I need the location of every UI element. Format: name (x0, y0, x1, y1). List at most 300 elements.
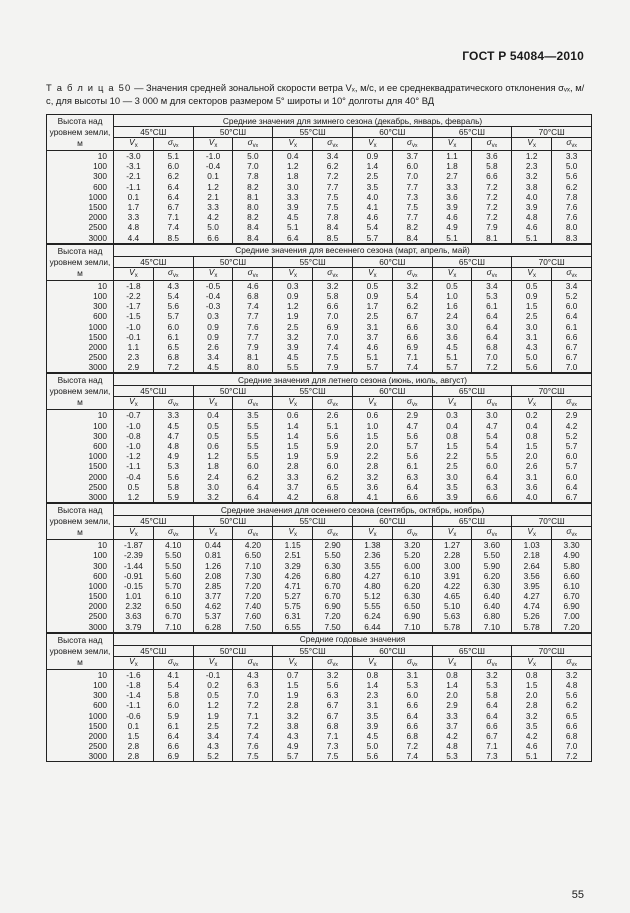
table-row (47, 472, 592, 482)
speed-subscript: x (453, 402, 457, 409)
speed-column-header (114, 527, 154, 540)
table-row (47, 731, 592, 741)
deviation-cell: 7.1 (233, 711, 273, 721)
deviation-cell: 5.6 (392, 451, 432, 461)
speed-cell: 4.74 (512, 601, 552, 611)
deviation-cell: 4.8 (153, 441, 193, 451)
speed-cell: 5.1 (512, 233, 552, 244)
speed-cell: 1.2 (273, 161, 313, 171)
sigma-subscript: v (411, 661, 415, 668)
speed-cell: 4.2 (432, 731, 472, 741)
speed-symbol: V (288, 137, 294, 147)
speed-cell: -1.0 (114, 321, 154, 331)
speed-cell: -2.1 (114, 171, 154, 181)
height-cell: 300 (47, 431, 114, 441)
sigma-subscript: v (173, 143, 176, 149)
deviation-cell: 5.2 (552, 431, 592, 441)
speed-cell: 0.8 (512, 431, 552, 441)
sigma-subsubscript: x (255, 661, 259, 668)
deviation-cell: 6.0 (233, 461, 273, 471)
latitude-header: 45°СШ (114, 516, 194, 527)
speed-cell: 2.8 (273, 461, 313, 471)
speed-cell: 0.3 (432, 410, 472, 421)
deviation-cell: 7.2 (313, 171, 353, 181)
speed-cell: 5.4 (352, 222, 392, 232)
height-cell: 3000 (47, 622, 114, 633)
deviation-cell: 8.0 (552, 222, 592, 232)
deviation-cell: 8.2 (233, 212, 273, 222)
speed-cell: -0.4 (193, 161, 233, 171)
deviation-cell: 5.50 (153, 550, 193, 560)
latitude-header: 55°СШ (273, 516, 353, 527)
speed-symbol: V (368, 266, 374, 277)
deviation-cell: 7.2 (233, 700, 273, 710)
deviation-cell: 6.10 (552, 581, 592, 591)
sigma-subscript: v (411, 143, 415, 149)
sigma-subsubscript: x (494, 532, 498, 539)
deviation-cell: 4.3 (153, 280, 193, 291)
height-cell: 10 (47, 151, 114, 162)
deviation-cell: 7.00 (552, 611, 592, 621)
speed-cell: 1.9 (193, 711, 233, 721)
deviation-cell: 7.2 (472, 362, 512, 373)
speed-column-header (432, 397, 472, 410)
deviation-cell: 8.1 (472, 233, 512, 244)
speed-subscript: x (134, 402, 138, 409)
height-cell: 300 (47, 690, 114, 700)
speed-cell: 4.4 (114, 233, 154, 244)
speed-cell: -1.1 (114, 182, 154, 192)
height-cell: 2500 (47, 352, 114, 362)
deviation-cell: 6.9 (153, 751, 193, 762)
table-row (47, 680, 592, 690)
speed-symbol: V (527, 396, 533, 407)
speed-cell: 3.3 (114, 212, 154, 222)
height-cell: 1000 (47, 451, 114, 461)
height-column-header: Высота над уровнем земли, м (47, 504, 114, 540)
deviation-cell: 6.2 (552, 182, 592, 192)
deviation-cell: 5.5 (233, 431, 273, 441)
deviation-cell: 5.70 (153, 581, 193, 591)
sigma-subsubscript: x (335, 143, 338, 149)
deviation-cell: 5.7 (552, 461, 592, 471)
deviation-cell: 8.5 (313, 233, 353, 244)
speed-cell: 3.6 (512, 482, 552, 492)
table-row (47, 711, 592, 721)
speed-cell: 3.56 (512, 571, 552, 581)
sigma-subsubscript: x (335, 661, 338, 668)
speed-cell: 1.0 (352, 421, 392, 431)
sigma-symbol: σ (486, 396, 492, 407)
speed-cell: 3.0 (512, 321, 552, 331)
deviation-cell: 6.6 (552, 332, 592, 342)
deviation-cell: 6.4 (233, 492, 273, 503)
speed-cell: 0.9 (273, 291, 313, 301)
speed-cell: 4.9 (273, 741, 313, 751)
speed-subscript: x (453, 532, 457, 539)
deviation-cell: 5.5 (233, 441, 273, 451)
speed-subscript: x (294, 661, 297, 668)
speed-cell: -0.15 (114, 581, 154, 591)
deviation-cell: 7.1 (313, 731, 353, 741)
speed-cell: 3.4 (193, 352, 233, 362)
speed-cell: 6.4 (273, 233, 313, 244)
speed-cell: 3.3 (432, 711, 472, 721)
speed-cell: -0.3 (193, 301, 233, 311)
speed-column-header (352, 527, 392, 540)
table-row (47, 321, 592, 331)
speed-cell: 5.63 (432, 611, 472, 621)
latitude-header: 50°СШ (193, 127, 273, 138)
deviation-cell: 6.4 (153, 731, 193, 741)
table-row (47, 690, 592, 700)
deviation-cell: 5.50 (313, 550, 353, 560)
deviation-cell: 5.50 (472, 550, 512, 560)
deviation-cell: 6.2 (233, 472, 273, 482)
deviation-column-header (153, 527, 193, 540)
height-cell: 600 (47, 571, 114, 581)
deviation-cell: 7.7 (313, 182, 353, 192)
deviation-cell: 6.40 (472, 591, 512, 601)
deviation-cell: 4.7 (392, 421, 432, 431)
speed-cell: 1.5 (512, 301, 552, 311)
deviation-cell: 7.7 (392, 212, 432, 222)
speed-cell: 3.9 (273, 202, 313, 212)
latitude-header: 55°СШ (273, 127, 353, 138)
deviation-cell: 5.5 (472, 451, 512, 461)
height-cell: 2000 (47, 212, 114, 222)
deviation-cell: 7.50 (233, 622, 273, 633)
deviation-cell: 5.9 (153, 492, 193, 503)
speed-cell: 5.75 (273, 601, 313, 611)
sigma-subscript: v (173, 272, 176, 279)
deviation-cell: 3.2 (472, 669, 512, 680)
speed-cell: 5.1 (273, 222, 313, 232)
deviation-column-header (313, 267, 353, 280)
table-row (47, 751, 592, 762)
deviation-cell: 7.10 (472, 622, 512, 633)
speed-column-header (273, 527, 313, 540)
speed-symbol: V (527, 526, 533, 537)
speed-symbol: V (288, 655, 294, 666)
deviation-cell: 6.6 (153, 741, 193, 751)
height-cell: 10 (47, 540, 114, 551)
table-row (47, 461, 592, 471)
speed-cell: 0.44 (193, 540, 233, 551)
deviation-cell: 4.1 (153, 669, 193, 680)
height-column-header: Высота над уровнем земли, м (47, 374, 114, 410)
speed-cell: 5.78 (432, 622, 472, 633)
deviation-cell: 3.1 (392, 669, 432, 680)
sigma-subsubscript: x (255, 532, 259, 539)
deviation-cell: 5.7 (153, 311, 193, 321)
sigma-symbol: σ (406, 396, 412, 407)
speed-cell: 2.8 (114, 741, 154, 751)
speed-cell: 0.5 (193, 431, 233, 441)
height-cell: 100 (47, 680, 114, 690)
speed-cell: 3.9 (512, 202, 552, 212)
speed-cell: 1.9 (273, 690, 313, 700)
speed-cell: 1.9 (273, 311, 313, 321)
deviation-cell: 7.10 (233, 560, 273, 570)
table-row (47, 700, 592, 710)
speed-column-header (352, 656, 392, 669)
speed-cell: 3.6 (432, 332, 472, 342)
speed-cell: 4.62 (193, 601, 233, 611)
height-cell: 1500 (47, 591, 114, 601)
speed-column-header (193, 267, 233, 280)
speed-cell: 0.8 (432, 669, 472, 680)
sigma-symbol: σ (486, 655, 492, 666)
speed-cell: 2.7 (432, 171, 472, 181)
speed-symbol: V (129, 396, 135, 407)
deviation-cell: 7.4 (233, 301, 273, 311)
speed-cell: 2.9 (432, 700, 472, 710)
deviation-cell: 6.6 (472, 492, 512, 503)
speed-cell: 2.64 (512, 560, 552, 570)
speed-cell: -0.8 (114, 431, 154, 441)
speed-cell: -1.1 (114, 700, 154, 710)
speed-cell: 1.4 (273, 421, 313, 431)
speed-cell: 0.4 (273, 151, 313, 162)
speed-cell: 0.4 (432, 421, 472, 431)
sigma-symbol: σ (406, 655, 412, 666)
deviation-cell: 6.2 (153, 171, 193, 181)
table-row (47, 332, 592, 342)
deviation-cell: 3.3 (552, 151, 592, 162)
deviation-cell: 6.80 (472, 611, 512, 621)
deviation-cell: 6.7 (552, 352, 592, 362)
speed-cell: -2.2 (114, 291, 154, 301)
speed-cell: 4.27 (352, 571, 392, 581)
deviation-cell: 6.90 (313, 601, 353, 611)
speed-cell: -1.8 (114, 280, 154, 291)
speed-cell: -1.7 (114, 301, 154, 311)
speed-cell: 6.6 (193, 233, 233, 244)
deviation-column-header (552, 397, 592, 410)
speed-cell: -1.4 (114, 690, 154, 700)
deviation-cell: 6.60 (552, 571, 592, 581)
sigma-subscript: v (252, 532, 256, 539)
table-row (47, 212, 592, 222)
deviation-cell: 6.8 (313, 492, 353, 503)
speed-cell: 1.2 (114, 492, 154, 503)
speed-cell: -0.7 (114, 410, 154, 421)
speed-symbol: V (447, 526, 454, 537)
sigma-symbol: σ (247, 266, 253, 277)
table-row (47, 410, 592, 421)
speed-symbol: V (368, 137, 374, 147)
sigma-subscript: v (411, 272, 415, 279)
season-title: Средние значения для зимнего сезона (декабрь, январь, февраль) (114, 115, 592, 127)
deviation-cell: 6.1 (552, 321, 592, 331)
sigma-subscript: v (491, 532, 495, 539)
speed-cell: 2.8 (114, 751, 154, 762)
table-row (47, 171, 592, 181)
deviation-cell: 4.5 (153, 421, 193, 431)
latitude-header: 55°СШ (273, 256, 353, 267)
speed-cell: 2.3 (114, 352, 154, 362)
speed-cell: 3.0 (193, 482, 233, 492)
speed-cell: 0.4 (193, 410, 233, 421)
speed-symbol: V (368, 526, 374, 537)
speed-cell: 4.6 (352, 342, 392, 352)
latitude-header: 60°СШ (352, 256, 432, 267)
deviation-cell: 7.2 (392, 741, 432, 751)
deviation-cell: 5.8 (153, 482, 193, 492)
sigma-subscript: v (491, 272, 495, 279)
speed-subscript: x (532, 661, 536, 668)
speed-cell: 2.5 (432, 461, 472, 471)
speed-column-header (193, 656, 233, 669)
speed-symbol: V (288, 526, 294, 537)
speed-cell: 3.2 (352, 472, 392, 482)
deviation-cell: 6.0 (153, 321, 193, 331)
deviation-cell: 5.3 (472, 680, 512, 690)
speed-cell: 3.00 (432, 560, 472, 570)
season-title: Средние значения для летнего сезона (июнь, июль, август) (114, 374, 592, 386)
deviation-cell: 7.50 (313, 622, 353, 633)
deviation-column-header (233, 527, 273, 540)
speed-cell: 0.5 (193, 421, 233, 431)
speed-cell: -0.1 (114, 332, 154, 342)
speed-cell: 2.6 (193, 342, 233, 352)
sigma-symbol: σ (486, 137, 492, 147)
deviation-cell: 5.20 (392, 550, 432, 560)
latitude-header: 65°СШ (432, 516, 512, 527)
speed-symbol: V (129, 266, 135, 277)
sigma-symbol: σ (327, 396, 333, 407)
deviation-cell: 6.1 (153, 721, 193, 731)
latitude-header: 60°СШ (352, 645, 432, 656)
deviation-cell: 6.4 (552, 482, 592, 492)
speed-cell: 3.6 (352, 482, 392, 492)
speed-column-header (114, 397, 154, 410)
speed-cell: 2.2 (432, 451, 472, 461)
speed-cell: 3.7 (432, 721, 472, 731)
height-cell: 100 (47, 291, 114, 301)
speed-column-header (273, 397, 313, 410)
speed-cell: 4.5 (273, 212, 313, 222)
speed-cell: 4.71 (273, 581, 313, 591)
speed-column-header (114, 267, 154, 280)
deviation-cell: 6.1 (153, 332, 193, 342)
sigma-subscript: v (411, 532, 415, 539)
height-cell: 2500 (47, 611, 114, 621)
deviation-cell: 7.2 (472, 192, 512, 202)
sigma-symbol: σ (167, 655, 173, 666)
deviation-cell: 3.2 (313, 669, 353, 680)
speed-cell: 3.1 (352, 321, 392, 331)
speed-cell: 5.55 (352, 601, 392, 611)
sigma-subscript: v (571, 402, 575, 409)
speed-cell: 3.5 (512, 721, 552, 731)
deviation-cell: 6.7 (472, 731, 512, 741)
table-caption-text: — Значения средней зональной скорости ветра Vₓ, м/с, и ее среднеквадратического отклонения σᵥₓ, м/с, для высоты 10 — 3 000 м для секторов размером 5° широты и 10° долготы для 40° ВД (46, 82, 585, 106)
speed-cell: 6.44 (352, 622, 392, 633)
speed-cell: 0.5 (114, 482, 154, 492)
deviation-cell: 6.8 (552, 731, 592, 741)
table-row (47, 560, 592, 570)
height-cell: 600 (47, 182, 114, 192)
deviation-cell: 4.6 (233, 280, 273, 291)
speed-cell: 2.1 (193, 192, 233, 202)
sigma-subsubscript: x (574, 661, 577, 668)
speed-cell: 3.8 (273, 721, 313, 731)
speed-subscript: x (214, 143, 218, 149)
deviation-cell: 7.8 (552, 192, 592, 202)
speed-cell: 2.51 (273, 550, 313, 560)
speed-subscript: x (134, 661, 138, 668)
speed-cell: 1.5 (114, 731, 154, 741)
deviation-cell: 5.4 (392, 291, 432, 301)
deviation-cell: 5.3 (392, 680, 432, 690)
speed-cell: -1.0 (114, 441, 154, 451)
speed-cell: 1.1 (114, 342, 154, 352)
speed-cell: 3.9 (432, 202, 472, 212)
sigma-subsubscript: x (574, 272, 577, 279)
sigma-subsubscript: x (574, 143, 577, 149)
sigma-subsubscript: x (255, 402, 259, 409)
height-cell: 600 (47, 441, 114, 451)
speed-cell: 2.8 (352, 461, 392, 471)
deviation-cell: 5.8 (313, 291, 353, 301)
speed-cell: 5.5 (273, 362, 313, 373)
deviation-cell: 6.2 (313, 472, 353, 482)
table-row (47, 581, 592, 591)
deviation-cell: 5.6 (153, 472, 193, 482)
speed-cell: -0.5 (193, 280, 233, 291)
speed-column-header (512, 267, 552, 280)
sigma-symbol: σ (566, 396, 572, 407)
table-row (47, 601, 592, 611)
table-row (47, 362, 592, 373)
speed-cell: 5.26 (512, 611, 552, 621)
deviation-cell: 7.10 (392, 622, 432, 633)
speed-symbol: V (527, 655, 533, 666)
speed-subscript: x (373, 402, 377, 409)
deviation-cell: 6.8 (233, 291, 273, 301)
speed-cell: 5.3 (432, 751, 472, 762)
deviation-cell: 7.0 (552, 362, 592, 373)
deviation-cell: 7.9 (313, 362, 353, 373)
speed-column-header (432, 267, 472, 280)
speed-cell: 1.38 (352, 540, 392, 551)
deviation-cell: 7.40 (233, 601, 273, 611)
deviation-cell: 6.10 (392, 571, 432, 581)
deviation-cell: 5.8 (153, 690, 193, 700)
deviation-column-header (313, 656, 353, 669)
speed-symbol: V (447, 137, 454, 147)
speed-cell: 2.18 (512, 550, 552, 560)
speed-cell: 4.6 (512, 222, 552, 232)
deviation-cell: 6.4 (472, 311, 512, 321)
deviation-cell: 7.20 (233, 581, 273, 591)
speed-cell: 4.6 (432, 212, 472, 222)
deviation-cell: 6.4 (472, 700, 512, 710)
speed-cell: -1.6 (114, 669, 154, 680)
table-row (47, 571, 592, 581)
speed-cell: 3.3 (432, 182, 472, 192)
deviation-cell: 3.6 (472, 151, 512, 162)
sigma-subsubscript: x (414, 532, 418, 539)
speed-cell: 2.8 (273, 700, 313, 710)
deviation-cell: 7.0 (233, 690, 273, 700)
season-block (46, 244, 592, 374)
deviation-cell: 6.70 (552, 591, 592, 601)
latitude-header: 45°СШ (114, 386, 194, 397)
table-row (47, 540, 592, 551)
